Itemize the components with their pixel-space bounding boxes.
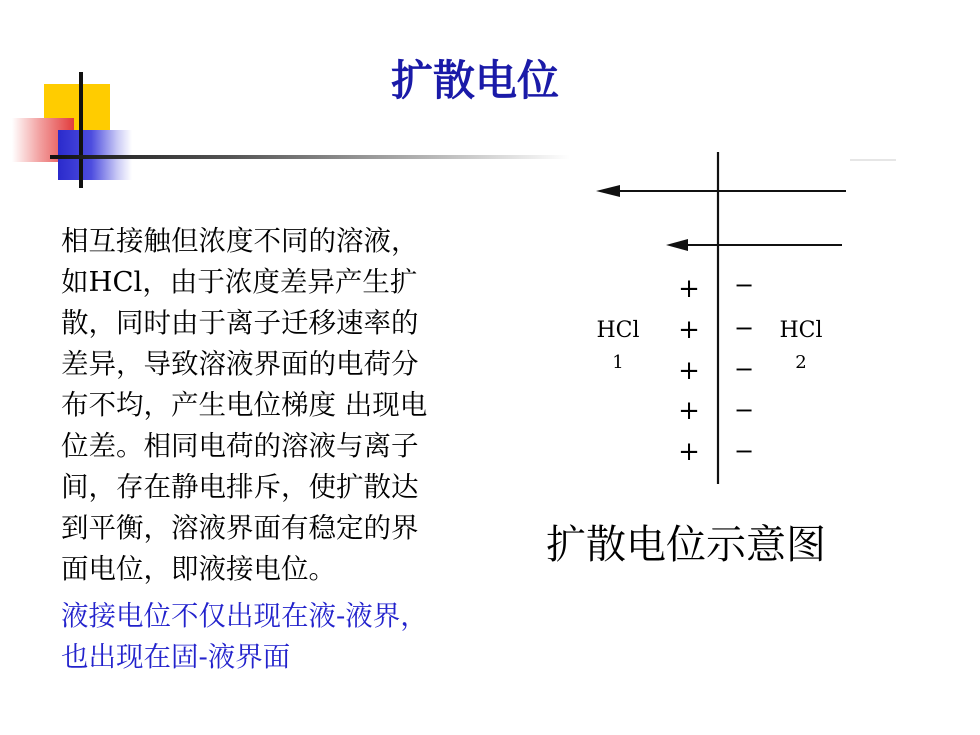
diffusion-potential-diagram	[570, 148, 900, 498]
plus-sign: +	[678, 437, 700, 467]
diagram-caption: 扩散电位示意图	[546, 522, 826, 568]
arrow-ion-diffusion-head	[666, 239, 688, 251]
arrow-hcl-diffusion-head	[596, 185, 620, 197]
plus-sign: +	[678, 274, 700, 304]
minus-sign: −	[733, 355, 755, 383]
left-solution-label: HCl	[596, 318, 640, 343]
minus-sign: −	[733, 314, 755, 342]
right-solution-number: 2	[795, 352, 807, 373]
decor-horizontal-rule	[50, 155, 570, 159]
plus-sign: +	[678, 356, 700, 386]
plus-sign: +	[678, 396, 700, 426]
minus-sign: −	[733, 437, 755, 465]
minus-sign: −	[733, 396, 755, 424]
minus-sign: −	[733, 271, 755, 299]
note-paragraph: 液接电位不仅出现在液-液界， 也出现在固-液界面	[61, 600, 428, 673]
slide-title: 扩散电位	[390, 56, 559, 105]
plus-sign: +	[678, 315, 700, 345]
right-solution-label: HCl	[779, 318, 823, 343]
left-solution-number: 1	[612, 352, 624, 373]
body-paragraph: 相互接触但浓度不同的溶液， 如HCl，由于浓度差异产生扩 散，同时由于离子迁移速率的 差异，导致溶液界面的电荷分 布不均，产生电位梯度 出现电 位差。相同电荷的溶液与离子 间，存在静电排斥，使扩散达 到平衡，溶液界面有稳定的界 面电位，即液接电位。	[61, 225, 428, 585]
